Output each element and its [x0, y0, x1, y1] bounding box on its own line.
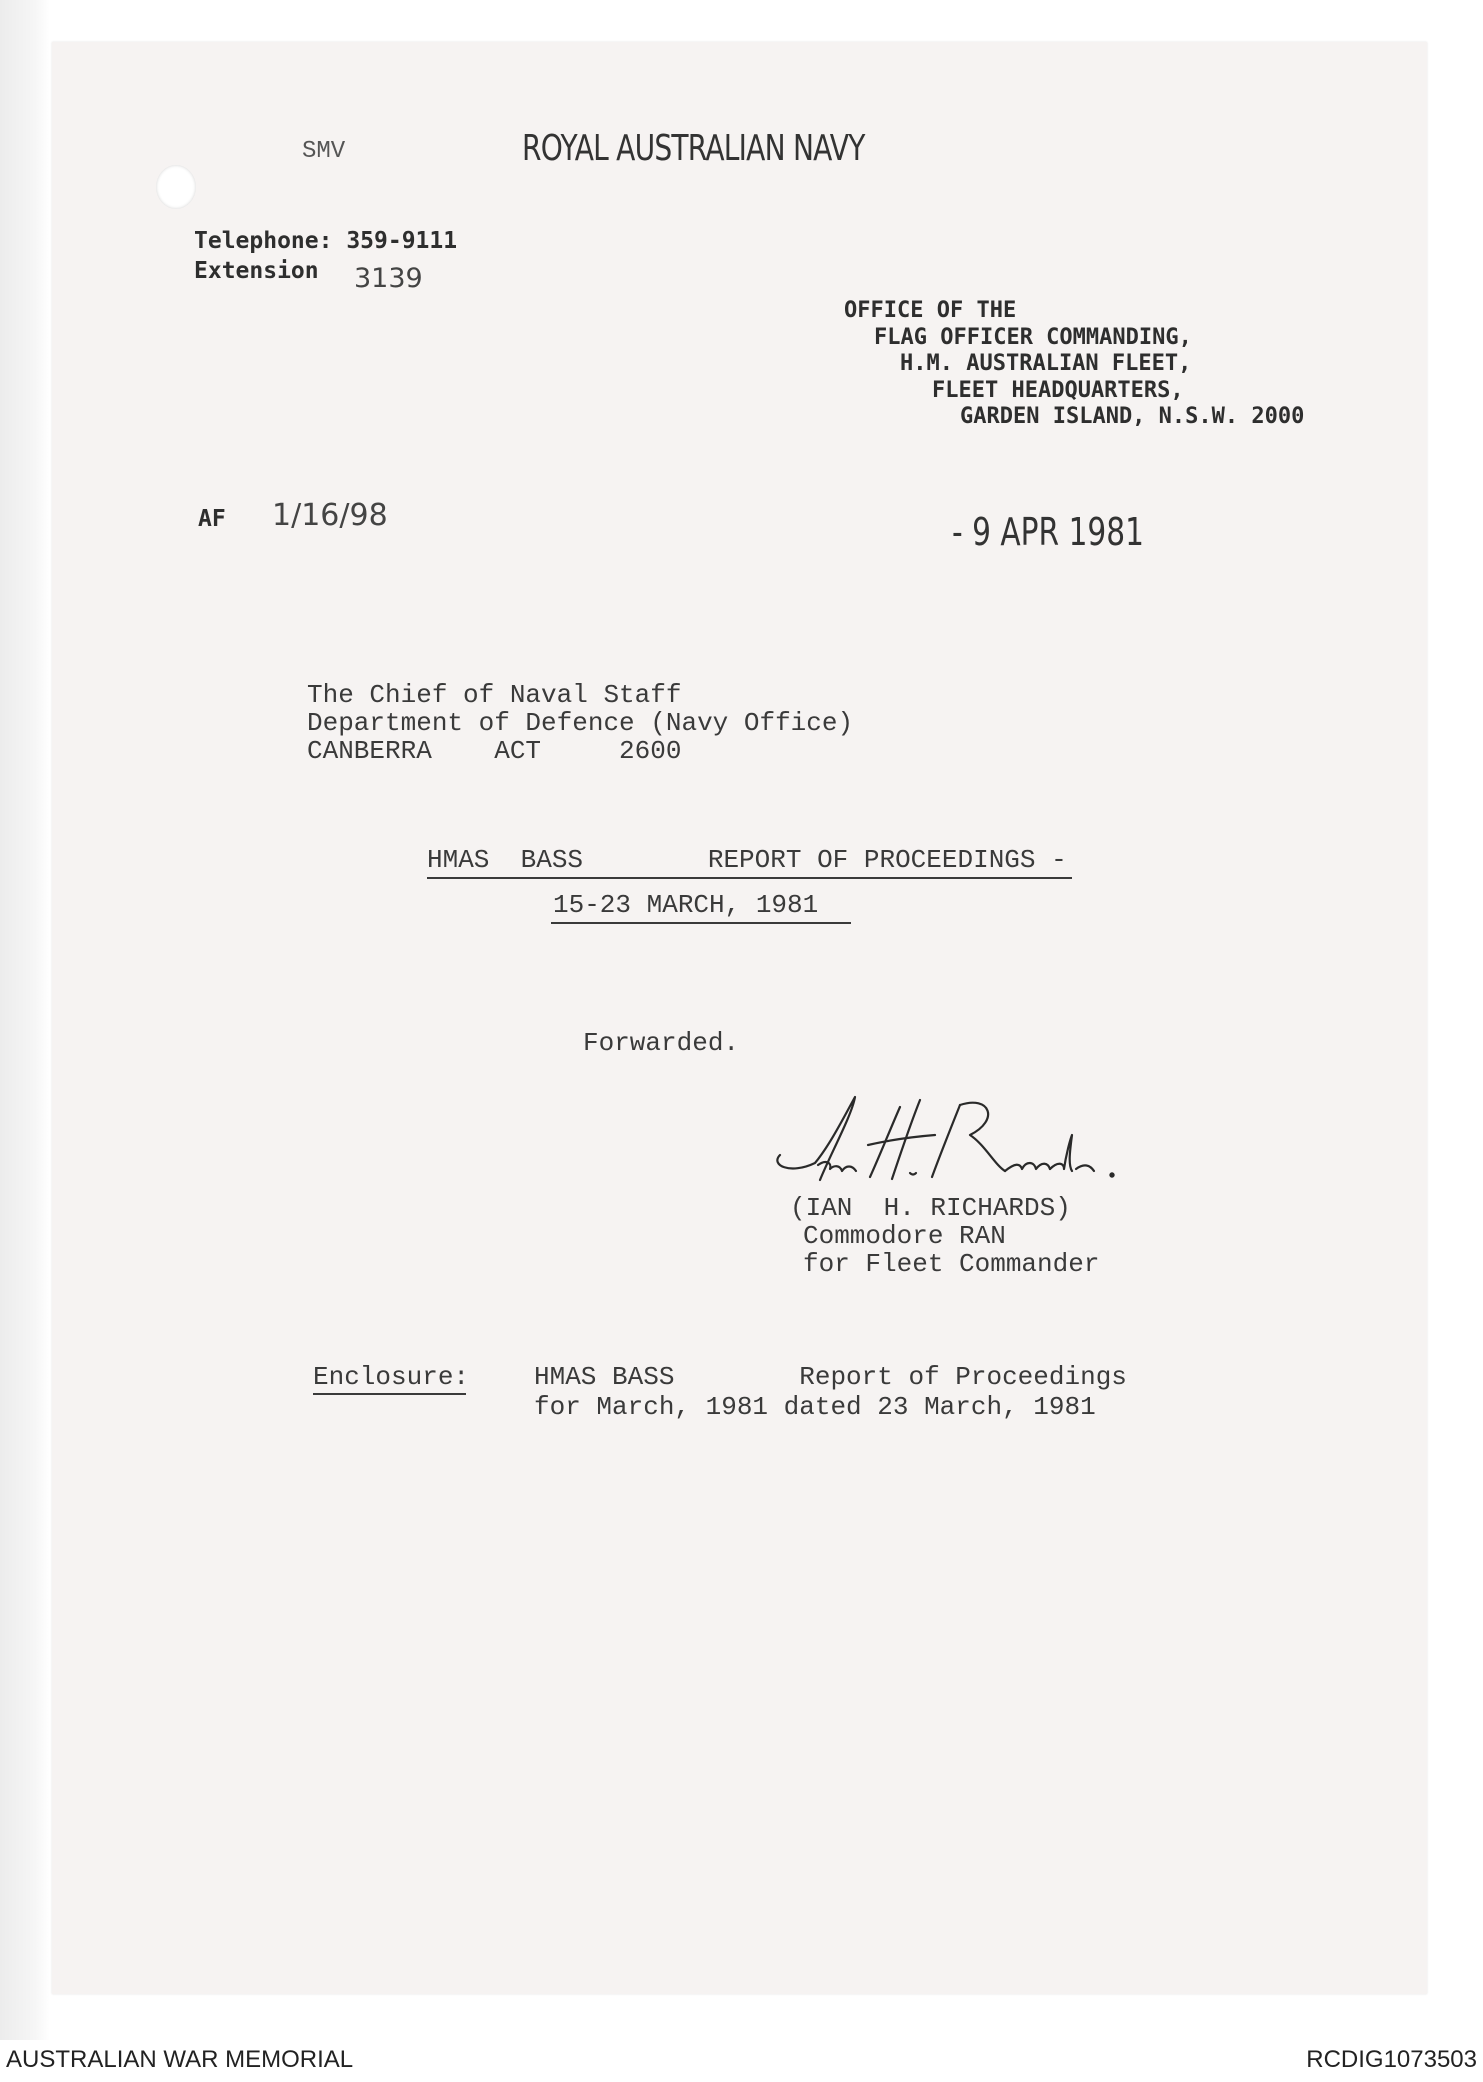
extension-label: Extension [194, 258, 319, 284]
enclosure-description: for March, 1981 dated 23 March, 1981 [534, 1392, 1096, 1422]
subject-date-underline [551, 922, 851, 924]
catalogue-id: RCDIG1073503 [1306, 2046, 1477, 2073]
addressee-line: CANBERRA ACT 2600 [307, 736, 682, 766]
office-address-line: FLEET HEADQUARTERS, [932, 378, 1184, 403]
office-address-line: H.M. AUSTRALIAN FLEET, [900, 351, 1192, 376]
punch-hole [156, 165, 196, 209]
addressee-line: The Chief of Naval Staff [307, 680, 682, 710]
extension-number: 3139 [354, 263, 423, 294]
file-reference-number: 1/16/98 [272, 498, 388, 533]
subject-date: 15-23 MARCH, 1981 [553, 890, 819, 920]
signatory-capacity: for Fleet Commander [803, 1249, 1100, 1279]
signatory-rank: Commodore RAN [803, 1221, 1006, 1251]
date-stamp: - 9 APR 1981 [952, 510, 1145, 554]
enclosure-label-underline [313, 1393, 466, 1395]
scan-edge [0, 0, 50, 2040]
body-text: Forwarded. [583, 1028, 740, 1058]
organisation-stamp: ROYAL AUSTRALIAN NAVY [522, 128, 865, 169]
handwritten-signature [760, 1085, 1140, 1195]
addressee-line: Department of Defence (Navy Office) [307, 708, 854, 738]
enclosure-label: Enclosure: [313, 1362, 470, 1392]
office-address-line: GARDEN ISLAND, N.S.W. 2000 [960, 404, 1305, 429]
subject-line: HMAS BASS REPORT OF PROCEEDINGS - [427, 845, 1067, 875]
telephone-line: Telephone: 359-9111 [194, 228, 458, 254]
file-reference-prefix: AF [198, 506, 226, 532]
initials: SMV [302, 138, 346, 165]
office-address-line: OFFICE OF THE [844, 298, 1017, 323]
signatory-name: (IAN H. RICHARDS) [790, 1193, 1071, 1223]
subject-underline [427, 877, 1072, 879]
letter-page [52, 42, 1427, 1994]
archive-institution: AUSTRALIAN WAR MEMORIAL [6, 2046, 354, 2073]
enclosure-description: HMAS BASS Report of Proceedings [534, 1362, 1127, 1392]
office-address-line: FLAG OFFICER COMMANDING, [874, 325, 1192, 350]
